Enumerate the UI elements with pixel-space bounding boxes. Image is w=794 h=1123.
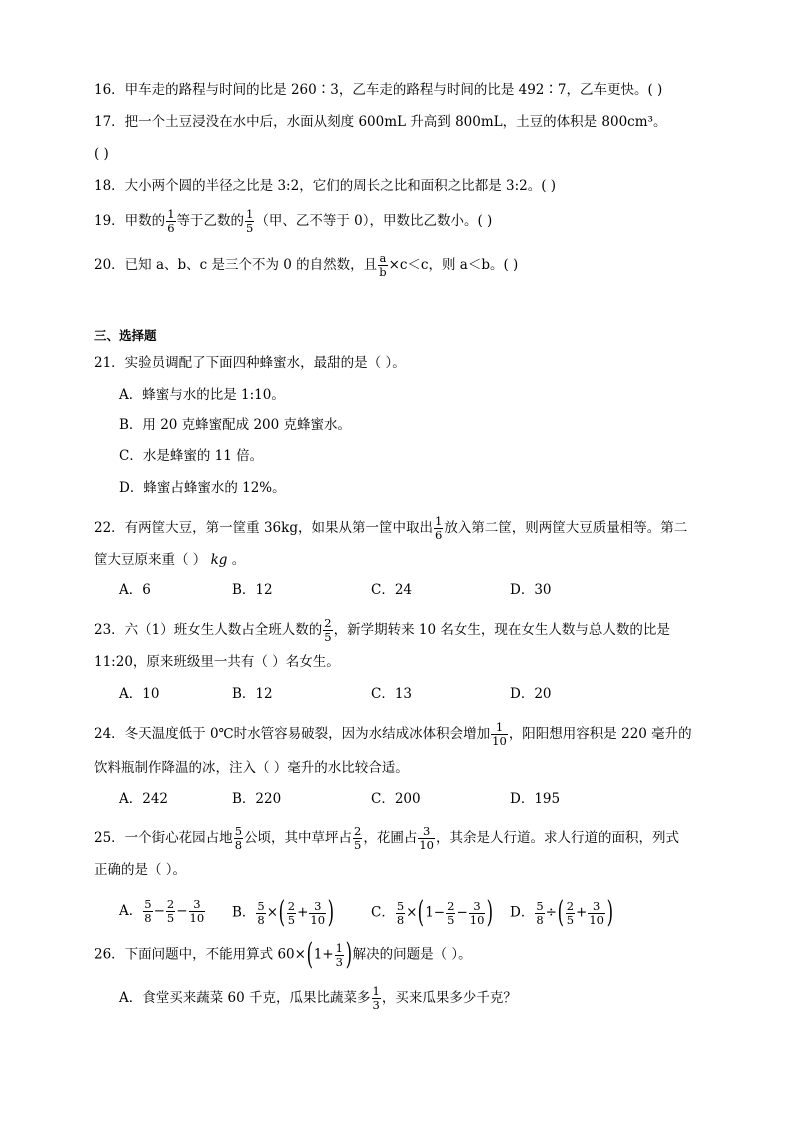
fraction: $\frac{2}{5}$ bbox=[566, 898, 575, 927]
question-17-answer-blank: ( ) bbox=[94, 146, 109, 162]
question-23 bbox=[94, 617, 670, 644]
times-sign: × bbox=[406, 904, 418, 921]
fraction: $\frac{5}{8}$ bbox=[257, 898, 265, 927]
one: 1 bbox=[425, 904, 434, 921]
times-sign: × bbox=[266, 904, 279, 921]
q24-text-pre: 24．冬天温度低于 0℃时水管容易破裂，因为水结成冰体积会增加 bbox=[94, 726, 491, 742]
q22-text-post: 放入第二筐，则两筐大豆质量相等。第二 bbox=[444, 520, 688, 536]
fraction: $\frac{2}{5}$ bbox=[324, 616, 332, 644]
option-b: B．12 bbox=[232, 686, 273, 702]
fraction: $\frac{2}{5}$ bbox=[166, 897, 175, 925]
question-20 bbox=[94, 252, 518, 279]
q25-text-1: 25．一个街心花园占地 bbox=[94, 830, 233, 846]
q22-text-pre: 22．有两筐大豆，第一筐重 36kg，如果从第一筐中取出 bbox=[94, 520, 433, 536]
option-d bbox=[510, 895, 614, 930]
fraction: $\frac{2}{5}$ bbox=[354, 824, 362, 852]
option-a: A．10 bbox=[119, 686, 160, 702]
q26-text-pre: 26．下面问题中，不能用算式 60× bbox=[94, 946, 306, 963]
question-22 bbox=[94, 515, 687, 542]
left-paren: ( bbox=[306, 937, 314, 972]
q23-text-pre: 23．六（1）班女生人数占全班人数的 bbox=[94, 622, 323, 638]
fraction: $\frac{1}{3}$ bbox=[335, 940, 343, 969]
fraction: $\frac{5}{8}$ bbox=[396, 898, 405, 927]
left-paren: ( bbox=[557, 895, 565, 930]
fraction: $\frac{1}{3}$ bbox=[372, 984, 380, 1012]
question-21: 21．实验员调配了下面四种蜂蜜水，最甜的是（ ）。 bbox=[94, 355, 406, 371]
fraction: $\frac{5}{8}$ bbox=[536, 898, 544, 927]
fraction: $\frac{1}{6}$ bbox=[434, 514, 443, 542]
question-17: 17．把一个土豆浸没在水中后，水面从刻度 600mL 升高到 800mL，土豆的体积是 800cm³。 bbox=[94, 114, 667, 130]
q26-a-text-pre: A．食堂买来蔬菜 60 千克，瓜果比蔬菜多 bbox=[119, 990, 371, 1006]
option-b bbox=[232, 895, 335, 930]
q20-text-post: ×c＜c，则 a＜b。( ) bbox=[388, 257, 519, 273]
fraction: $\frac{3}{10}$ bbox=[589, 898, 604, 927]
question-22-line2 bbox=[94, 550, 245, 570]
option-c: C．24 bbox=[371, 582, 413, 598]
question-18: 18．大小两个圆的半径之比是 3:2，它们的周长之比和面积之比都是 3:2。( ) bbox=[94, 178, 557, 194]
question-19 bbox=[94, 208, 492, 235]
fraction: $\frac{3}{10}$ bbox=[189, 897, 205, 925]
question-24 bbox=[94, 721, 692, 748]
plus-sign: + bbox=[297, 904, 309, 921]
right-paren: ) bbox=[327, 895, 335, 930]
minus-sign: − bbox=[433, 904, 446, 921]
q26-text-post: 解决的问题是（ ）。 bbox=[352, 946, 472, 963]
left-paren: ( bbox=[418, 895, 425, 930]
q22-end: 。 bbox=[231, 552, 246, 568]
question-25-line2: 正确的是（ ）。 bbox=[94, 862, 187, 878]
question-23-line2: 11:20，原来班级里一共有（ ）名女生。 bbox=[94, 654, 340, 670]
fraction: $\frac{5}{8}$ bbox=[144, 897, 152, 925]
fraction: $\frac{1}{10}$ bbox=[492, 720, 507, 748]
fraction: $\frac{1}{5}$ bbox=[246, 207, 254, 235]
option-b: B．220 bbox=[232, 791, 282, 807]
option-label: B． bbox=[232, 904, 256, 921]
minus-sign: − bbox=[176, 903, 188, 919]
q24-text-post: ，阳阳想用容积是 220 毫升的 bbox=[508, 726, 692, 742]
q20-text-pre: 20．已知 a、b、c 是三个不为 0 的自然数，且 bbox=[94, 257, 378, 273]
q26-a-text-post: ，买来瓜果多少千克？ bbox=[381, 990, 517, 1006]
option-c bbox=[371, 895, 494, 930]
option-b: B．12 bbox=[232, 582, 273, 598]
q25-text-3: ，花圃占 bbox=[363, 830, 418, 846]
option-b: B．用 20 克蜂蜜配成 200 克蜂蜜水。 bbox=[119, 417, 352, 433]
q25-text-2: 公顷，其中草坪占 bbox=[244, 830, 353, 846]
option-d: D．195 bbox=[510, 791, 561, 807]
fraction: $\frac{5}{8}$ bbox=[234, 824, 243, 852]
option-label: C． bbox=[371, 904, 395, 921]
right-paren: ) bbox=[345, 937, 353, 972]
fraction: $\frac{2}{5}$ bbox=[447, 898, 455, 927]
option-c: C．水是蜂蜜的 11 倍。 bbox=[119, 448, 264, 464]
left-paren: ( bbox=[278, 895, 286, 930]
fraction: $\frac{3}{10}$ bbox=[469, 898, 485, 927]
option-a: A．蜂蜜与水的比是 1:10。 bbox=[119, 387, 285, 403]
question-24-line2: 饮料瓶制作降温的冰，注入（ ）毫升的水比较合适。 bbox=[94, 760, 409, 776]
option-d: D．20 bbox=[510, 686, 552, 702]
q23-text-post: ，新学期转来 10 名女生，现在女生人数与总人数的比是 bbox=[333, 622, 670, 638]
q19-text-mid: 等于乙数的 bbox=[176, 213, 245, 229]
question-25 bbox=[94, 825, 679, 852]
q26-one-plus: 1+ bbox=[313, 946, 334, 963]
minus-sign: − bbox=[153, 903, 165, 919]
fraction: $\frac{1}{6}$ bbox=[167, 207, 175, 235]
option-c: C．13 bbox=[371, 686, 413, 702]
q25-text-4: ，其余是人行道。求人行道的面积，列式 bbox=[435, 830, 679, 846]
question-16: 16．甲车走的路程与时间的比是 260∶3，乙车走的路程与时间的比是 492∶7，乙车更快。( ) bbox=[94, 82, 663, 98]
fraction: $\frac{3}{10}$ bbox=[419, 824, 434, 852]
q22-unit: kg bbox=[210, 552, 228, 568]
question-26 bbox=[94, 937, 472, 972]
option-a bbox=[119, 985, 517, 1012]
divide-sign: ÷ bbox=[545, 904, 557, 921]
q19-text-post: （甲、乙不等于 0），甲数比乙数小。( ) bbox=[255, 213, 493, 229]
fraction: $\frac{2}{5}$ bbox=[287, 898, 296, 927]
option-d: D．30 bbox=[510, 582, 552, 598]
minus-sign: − bbox=[456, 904, 468, 921]
option-label: A． bbox=[119, 903, 143, 919]
right-paren: ) bbox=[487, 895, 494, 930]
option-c: C．200 bbox=[371, 791, 421, 807]
q22-line2-text: 筐大豆原来重（ ） bbox=[94, 552, 207, 568]
right-paren: ) bbox=[606, 895, 614, 930]
option-a: A．242 bbox=[119, 791, 169, 807]
q19-text-pre: 19．甲数的 bbox=[94, 213, 166, 229]
option-d: D．蜂蜜占蜂蜜水的 12%。 bbox=[119, 480, 286, 496]
plus-sign: + bbox=[576, 904, 588, 921]
section-title: 三、选择题 bbox=[94, 328, 157, 343]
option-label: D． bbox=[510, 904, 535, 921]
fraction: $\frac{3}{10}$ bbox=[310, 898, 326, 927]
fraction: $\frac{a}{b}$ bbox=[379, 251, 387, 279]
option-a: A．6 bbox=[119, 582, 151, 598]
option-a bbox=[119, 898, 206, 925]
